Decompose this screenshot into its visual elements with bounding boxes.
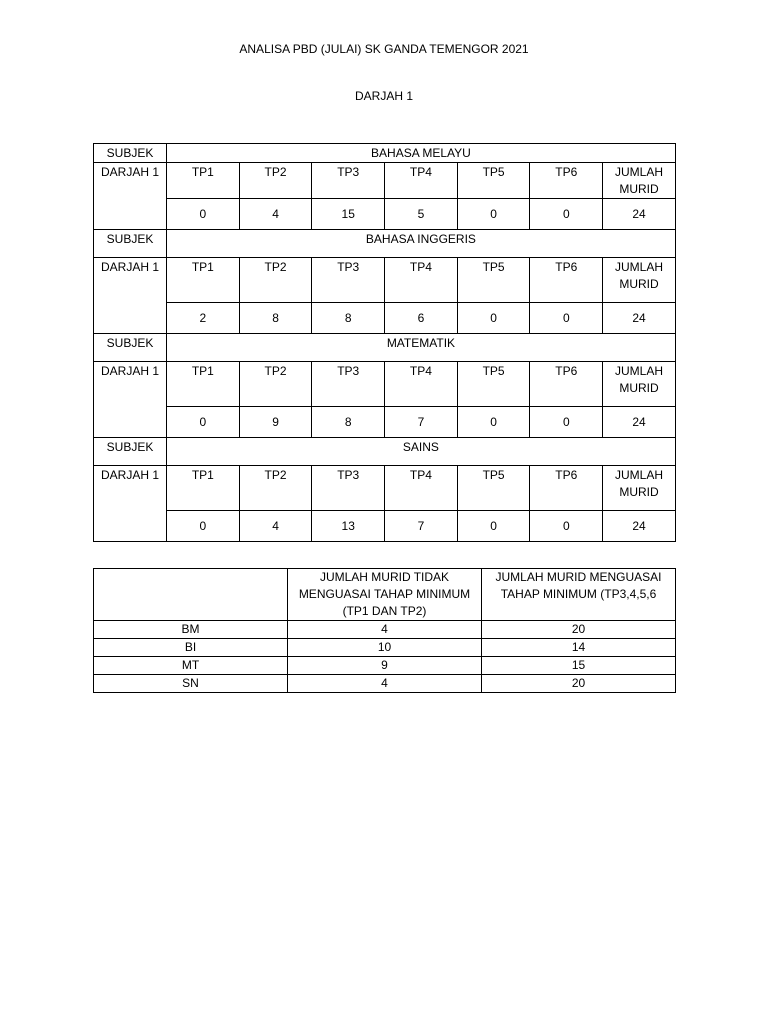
tp-value: 24 xyxy=(603,407,676,438)
summary-mastered: 20 xyxy=(482,621,676,639)
summary-subject: BI xyxy=(94,639,288,657)
tp-value: 13 xyxy=(312,511,385,542)
class-label: DARJAH 1 xyxy=(94,258,167,334)
subject-name: BAHASA MELAYU xyxy=(167,144,676,163)
tp-header: TP4 xyxy=(385,163,458,199)
tp-value-row xyxy=(94,511,676,542)
document-title: ANALISA PBD (JULAI) SK GANDA TEMENGOR 2021 xyxy=(239,42,529,56)
summary-row xyxy=(94,621,676,639)
subject-label: SUBJEK xyxy=(94,144,167,163)
tp-header: TP6 xyxy=(530,466,603,511)
tp-header: JUMLAH MURID xyxy=(603,466,676,511)
summary-row xyxy=(94,639,676,657)
summary-subject: MT xyxy=(94,657,288,675)
summary-mastered: 15 xyxy=(482,657,676,675)
tp-header: TP1 xyxy=(167,466,240,511)
tp-value: 24 xyxy=(603,511,676,542)
summary-header-blank xyxy=(94,569,288,621)
tp-header-row xyxy=(94,163,676,199)
tp-value: 0 xyxy=(457,199,530,230)
tp-value-row xyxy=(94,303,676,334)
tp-header: TP2 xyxy=(239,466,312,511)
tp-value: 24 xyxy=(603,199,676,230)
summary-not-mastered: 9 xyxy=(288,657,482,675)
tp-value: 9 xyxy=(239,407,312,438)
tp-value-row xyxy=(94,199,676,230)
class-label: DARJAH 1 xyxy=(94,362,167,438)
summary-not-mastered: 10 xyxy=(288,639,482,657)
summary-row xyxy=(94,657,676,675)
tp-header: JUMLAH MURID xyxy=(603,163,676,199)
tp-value: 8 xyxy=(239,303,312,334)
tp-header: TP5 xyxy=(457,163,530,199)
subject-name: SAINS xyxy=(167,438,676,466)
tp-value: 0 xyxy=(457,303,530,334)
summary-header-mastered: JUMLAH MURID MENGUASAI TAHAP MINIMUM (TP3,4,5,6 xyxy=(482,569,676,621)
tp-header: TP2 xyxy=(239,163,312,199)
tp-header: TP6 xyxy=(530,362,603,407)
subject-name: BAHASA INGGERIS xyxy=(167,230,676,258)
class-label: DARJAH 1 xyxy=(94,466,167,542)
tp-header: TP3 xyxy=(312,258,385,303)
tp-header: JUMLAH MURID xyxy=(603,258,676,303)
tp-header: TP5 xyxy=(457,258,530,303)
summary-mastered: 20 xyxy=(482,675,676,693)
subject-row xyxy=(94,144,676,163)
tp-value: 5 xyxy=(385,199,458,230)
class-heading: DARJAH 1 xyxy=(354,89,413,103)
tp-value: 6 xyxy=(385,303,458,334)
tp-value: 0 xyxy=(530,199,603,230)
tp-value: 0 xyxy=(457,407,530,438)
tp-header: JUMLAH MURID xyxy=(603,362,676,407)
tp-header: TP1 xyxy=(167,362,240,407)
subject-tp-table xyxy=(93,143,676,542)
tp-value: 0 xyxy=(530,511,603,542)
tp-header: TP1 xyxy=(167,163,240,199)
tp-value: 0 xyxy=(530,303,603,334)
tp-header: TP5 xyxy=(457,466,530,511)
tp-header: TP5 xyxy=(457,362,530,407)
tp-value: 0 xyxy=(457,511,530,542)
summary-subject: SN xyxy=(94,675,288,693)
subject-label: SUBJEK xyxy=(94,334,167,362)
tp-value: 7 xyxy=(385,407,458,438)
tp-header: TP4 xyxy=(385,258,458,303)
tp-value: 15 xyxy=(312,199,385,230)
tp-value: 0 xyxy=(167,511,240,542)
tp-header: TP1 xyxy=(167,258,240,303)
tp-value: 4 xyxy=(239,199,312,230)
tp-value-row xyxy=(94,407,676,438)
tp-header: TP6 xyxy=(530,163,603,199)
tp-header: TP3 xyxy=(312,362,385,407)
subject-row xyxy=(94,334,676,362)
tp-value: 4 xyxy=(239,511,312,542)
tp-value: 0 xyxy=(167,199,240,230)
summary-subject: BM xyxy=(94,621,288,639)
tp-header: TP3 xyxy=(312,163,385,199)
summary-row xyxy=(94,675,676,693)
tp-header-row xyxy=(94,258,676,303)
tp-header: TP4 xyxy=(385,362,458,407)
summary-header-row xyxy=(94,569,676,621)
tp-header: TP4 xyxy=(385,466,458,511)
summary-header-not-mastered: JUMLAH MURID TIDAK MENGUASAI TAHAP MINIMUM (TP1 DAN TP2) xyxy=(288,569,482,621)
tp-value: 7 xyxy=(385,511,458,542)
tp-value: 8 xyxy=(312,303,385,334)
tp-value: 2 xyxy=(167,303,240,334)
tp-value: 0 xyxy=(530,407,603,438)
summary-not-mastered: 4 xyxy=(288,621,482,639)
tp-header: TP6 xyxy=(530,258,603,303)
tp-value: 0 xyxy=(167,407,240,438)
subject-row xyxy=(94,438,676,466)
summary-mastered: 14 xyxy=(482,639,676,657)
subject-label: SUBJEK xyxy=(94,230,167,258)
tp-header: TP3 xyxy=(312,466,385,511)
subject-name: MATEMATIK xyxy=(167,334,676,362)
tp-header-row xyxy=(94,362,676,407)
tp-header: TP2 xyxy=(239,258,312,303)
summary-not-mastered: 4 xyxy=(288,675,482,693)
tp-header: TP2 xyxy=(239,362,312,407)
class-label: DARJAH 1 xyxy=(94,163,167,230)
subject-row xyxy=(94,230,676,258)
summary-table xyxy=(93,568,676,693)
tp-value: 24 xyxy=(603,303,676,334)
subject-label: SUBJEK xyxy=(94,438,167,466)
tp-header-row xyxy=(94,466,676,511)
tp-value: 8 xyxy=(312,407,385,438)
